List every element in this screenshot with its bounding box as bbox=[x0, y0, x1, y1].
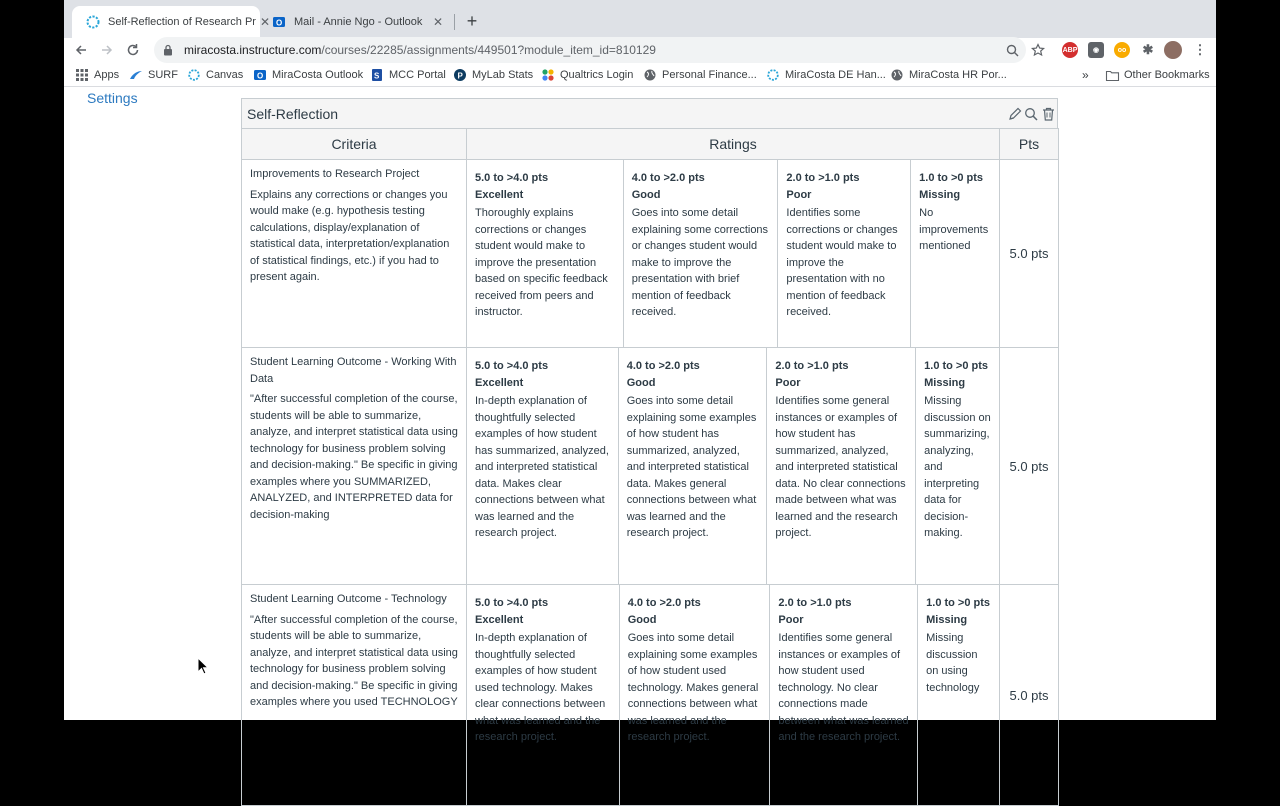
rating-description: Missing discussion on summarizing, analyzing, and interpreting data for decision-making. bbox=[924, 395, 991, 539]
bookmark-label: Other Bookmarks bbox=[1124, 69, 1210, 81]
tab-separator bbox=[454, 14, 455, 30]
rubric bbox=[241, 98, 1058, 806]
reload-icon bbox=[126, 43, 140, 57]
rating-poor bbox=[770, 585, 918, 805]
criterion-title: Improvements to Research Project bbox=[250, 168, 420, 180]
svg-text:P: P bbox=[457, 71, 463, 81]
bookmark-label: MiraCosta DE Han... bbox=[785, 69, 886, 81]
reload-button[interactable] bbox=[122, 39, 144, 61]
shield-icon[interactable]: ◉ bbox=[1088, 42, 1104, 58]
ratings-cell bbox=[467, 585, 1000, 806]
bookmark-label: MiraCosta Outlook bbox=[272, 69, 364, 81]
criterion-cell bbox=[242, 348, 467, 585]
globe-icon bbox=[891, 69, 903, 81]
folder-icon bbox=[1106, 69, 1118, 81]
rating-points: 5.0 to >4.0 pts bbox=[475, 360, 549, 372]
surf-icon bbox=[130, 69, 142, 81]
criterion-points: 5.0 pts bbox=[1000, 160, 1059, 348]
rating-name: Poor bbox=[786, 188, 812, 201]
glasses-icon[interactable]: oo bbox=[1114, 42, 1130, 58]
rating-name: Missing bbox=[924, 376, 966, 389]
rating-points: 4.0 to >2.0 pts bbox=[626, 360, 700, 372]
puzzle-icon[interactable]: ✱ bbox=[1142, 42, 1154, 57]
portal-icon bbox=[371, 69, 383, 81]
arrow-left-icon bbox=[74, 43, 88, 57]
rating-description: Identifies some general instances or examples of how student used technology. No clear connections made between what was learned and the research project. bbox=[778, 632, 909, 743]
canvas-icon bbox=[188, 69, 200, 81]
bookmark-personal-finance[interactable] bbox=[644, 67, 757, 83]
rating-good bbox=[620, 585, 771, 805]
rating-points: 5.0 to >4.0 pts bbox=[475, 172, 549, 184]
rating-description: Identifies some general instances or examples of how student has summarized, analyzed, and interpreted statistical data. No clear connections made between what was learned and the research project. bbox=[775, 395, 906, 539]
tab-title: Self-Reflection of Research Pr bbox=[108, 16, 256, 28]
avatar[interactable] bbox=[1164, 41, 1182, 59]
rating-points: 5.0 to >4.0 pts bbox=[475, 597, 549, 609]
rating-description: Thoroughly explains corrections or changes student would make to improve the presentation based on specific feedback received from peers and instructor. bbox=[475, 207, 608, 318]
bookmark-label: Canvas bbox=[206, 69, 244, 81]
criterion-title: Student Learning Outcome - Working With Data bbox=[250, 356, 457, 385]
svg-text:S: S bbox=[374, 71, 380, 81]
rating-name: Good bbox=[627, 613, 657, 626]
zoom-icon[interactable] bbox=[1004, 42, 1020, 58]
rating-good bbox=[624, 160, 779, 347]
edit-icon[interactable] bbox=[1007, 106, 1023, 122]
rating-points: 4.0 to >2.0 pts bbox=[631, 172, 705, 184]
lock-icon bbox=[162, 44, 174, 56]
rating-missing bbox=[916, 348, 999, 584]
table-row bbox=[242, 585, 1059, 806]
url-path: /courses/22285/assignments/449501?module_item_id=810129 bbox=[321, 43, 656, 57]
criterion-points: 5.0 pts bbox=[1000, 348, 1059, 585]
ratings-cell bbox=[467, 348, 1000, 585]
rating-description: Missing discussion on using technology bbox=[926, 632, 980, 694]
criterion-cell bbox=[242, 160, 467, 348]
bookmark-label: Personal Finance... bbox=[662, 69, 757, 81]
bookmark-outlook[interactable] bbox=[254, 67, 363, 83]
bookmark-canvas[interactable] bbox=[188, 67, 243, 83]
close-icon[interactable]: ✕ bbox=[432, 15, 444, 29]
toolbar bbox=[64, 38, 1216, 62]
pearson-icon bbox=[454, 69, 466, 81]
ratings-header: Ratings bbox=[467, 129, 1000, 160]
rating-excellent bbox=[467, 585, 620, 805]
rating-points: 4.0 to >2.0 pts bbox=[627, 597, 701, 609]
rating-description: In-depth explanation of thoughtfully selected examples of how student used technology. Makes clear connections between what was learned and the research project. bbox=[475, 632, 606, 743]
adblock-icon[interactable]: ABP bbox=[1062, 42, 1078, 58]
rubric-table bbox=[241, 128, 1059, 806]
rating-description: In-depth explanation of thoughtfully selected examples of how student has summarized, analyzed, and interpreted statistical data. Makes clear connections between what was learned and the research project. bbox=[475, 395, 609, 539]
globe-icon bbox=[644, 69, 656, 81]
trash-icon[interactable] bbox=[1040, 106, 1056, 122]
new-tab-button[interactable]: + bbox=[466, 10, 478, 31]
browser-window bbox=[64, 0, 1216, 743]
pts-header: Pts bbox=[1000, 129, 1059, 160]
arrow-right-icon bbox=[100, 43, 114, 57]
rating-points: 1.0 to >0 pts bbox=[924, 360, 989, 372]
bookmark-label: MiraCosta HR Por... bbox=[909, 69, 1007, 81]
criterion-description: Explains any corrections or changes you would make (e.g. hypothesis testing calculations, display/explanation of statistical data, interpretation/explanation of statistical findings, etc.) if you had to present again. bbox=[250, 188, 450, 283]
bookmarks-overflow-button[interactable]: » bbox=[1082, 68, 1089, 82]
address-bar[interactable] bbox=[154, 37, 1026, 63]
search-icon[interactable] bbox=[1023, 106, 1039, 122]
rating-poor bbox=[767, 348, 916, 584]
rating-description: Goes into some detail explaining some examples of how student has summarized, analyzed, and interpreted statistical data. Makes general connections between what was learned and the research project. bbox=[626, 395, 757, 539]
canvas-icon bbox=[86, 15, 100, 29]
rating-name: Excellent bbox=[475, 188, 524, 201]
bookmark-hr-portal[interactable] bbox=[891, 67, 1007, 83]
star-icon[interactable] bbox=[1030, 42, 1046, 58]
rating-name: Good bbox=[631, 188, 661, 201]
other-bookmarks[interactable] bbox=[1106, 67, 1210, 83]
bookmark-mylab[interactable] bbox=[454, 67, 533, 83]
rating-name: Good bbox=[626, 376, 656, 389]
rating-name: Missing bbox=[926, 613, 968, 626]
nav-settings-link[interactable]: Settings bbox=[87, 90, 138, 106]
rating-name: Poor bbox=[778, 613, 804, 626]
back-button[interactable] bbox=[70, 39, 92, 61]
rating-points: 1.0 to >0 pts bbox=[926, 597, 991, 609]
rating-name: Excellent bbox=[475, 613, 524, 626]
bookmark-label: SURF bbox=[148, 69, 178, 81]
criterion-cell bbox=[242, 585, 467, 806]
criterion-points: 5.0 pts bbox=[1000, 585, 1059, 806]
bookmark-label: Qualtrics Login bbox=[560, 69, 634, 81]
tab-outlook[interactable] bbox=[258, 6, 454, 38]
criterion-title: Student Learning Outcome - Technology bbox=[250, 593, 447, 605]
rating-description: Identifies some corrections or changes student would make to improve the presentation with no mention of feedback received. bbox=[786, 207, 898, 318]
bookmark-apps[interactable] bbox=[76, 67, 119, 83]
rating-poor bbox=[778, 160, 911, 347]
rating-missing bbox=[911, 160, 999, 347]
rating-points: 1.0 to >0 pts bbox=[919, 172, 984, 184]
bookmarks-bar bbox=[64, 64, 1216, 87]
ratings-cell bbox=[467, 160, 1000, 348]
rating-name: Missing bbox=[919, 188, 961, 201]
rating-points: 2.0 to >1.0 pts bbox=[786, 172, 860, 184]
bookmark-label: MCC Portal bbox=[389, 69, 446, 81]
criterion-description: "After successful completion of the course, students will be able to summarize, analyze, and interpret statistical data using technology for business problem solving and decision-making." Be specific in giving examples where you SUMMARIZED, ANALYZED, and INTERPRETED data for decision-making bbox=[250, 393, 458, 521]
outlook-icon bbox=[272, 15, 286, 29]
bookmark-mcc-portal[interactable] bbox=[371, 67, 446, 83]
qualtrics-icon bbox=[542, 69, 554, 81]
tab-self-reflection[interactable] bbox=[72, 6, 271, 38]
bookmark-qualtrics[interactable] bbox=[542, 67, 633, 83]
svg-text:O: O bbox=[276, 18, 283, 28]
criterion-description: "After successful completion of the course, students will be able to summarize, analyze, and interpret statistical data using technology for business problem solving and decision-making." Be specific in giving examples where you used TECHNOLOGY bbox=[250, 613, 458, 708]
rating-description: No improvements mentioned bbox=[919, 207, 989, 252]
rating-missing bbox=[918, 585, 999, 805]
bookmark-label: Apps bbox=[94, 69, 120, 81]
apps-grid-icon bbox=[76, 69, 88, 81]
url-text bbox=[184, 43, 656, 57]
rating-points: 2.0 to >1.0 pts bbox=[775, 360, 849, 372]
table-row bbox=[242, 348, 1059, 585]
forward-button[interactable] bbox=[96, 39, 118, 61]
menu-dots-icon[interactable]: ⋮ bbox=[1193, 42, 1207, 57]
tab-title: Mail - Annie Ngo - Outlook bbox=[294, 16, 423, 28]
rating-excellent bbox=[467, 348, 619, 584]
mouse-cursor-icon bbox=[197, 657, 209, 675]
rating-description: Goes into some detail explaining some examples of how student used technology. Makes general connections between what was learned and the research project. bbox=[627, 632, 759, 743]
close-icon[interactable]: ✕ bbox=[259, 15, 271, 29]
svg-text:O: O bbox=[257, 71, 264, 81]
page-content bbox=[64, 87, 1216, 743]
bookmark-label: MyLab Stats bbox=[472, 69, 534, 81]
canvas-icon bbox=[767, 69, 779, 81]
rating-points: 2.0 to >1.0 pts bbox=[778, 597, 852, 609]
rating-good bbox=[619, 348, 768, 584]
rating-excellent bbox=[467, 160, 624, 347]
bookmark-de-handbook[interactable] bbox=[767, 67, 886, 83]
rubric-header bbox=[241, 98, 1058, 128]
rating-description: Goes into some detail explaining some corrections or changes student would make to improve the presentation with brief mention of feedback received. bbox=[631, 207, 769, 318]
rating-name: Poor bbox=[775, 376, 801, 389]
bookmark-surf[interactable] bbox=[130, 67, 178, 83]
criteria-header: Criteria bbox=[242, 129, 467, 160]
tab-strip bbox=[64, 0, 1216, 38]
table-row bbox=[242, 160, 1059, 348]
url-host: miracosta.instructure.com bbox=[184, 43, 322, 57]
rating-name: Excellent bbox=[475, 376, 524, 389]
rubric-title: Self-Reflection bbox=[247, 106, 339, 122]
outlook-icon bbox=[254, 69, 266, 81]
